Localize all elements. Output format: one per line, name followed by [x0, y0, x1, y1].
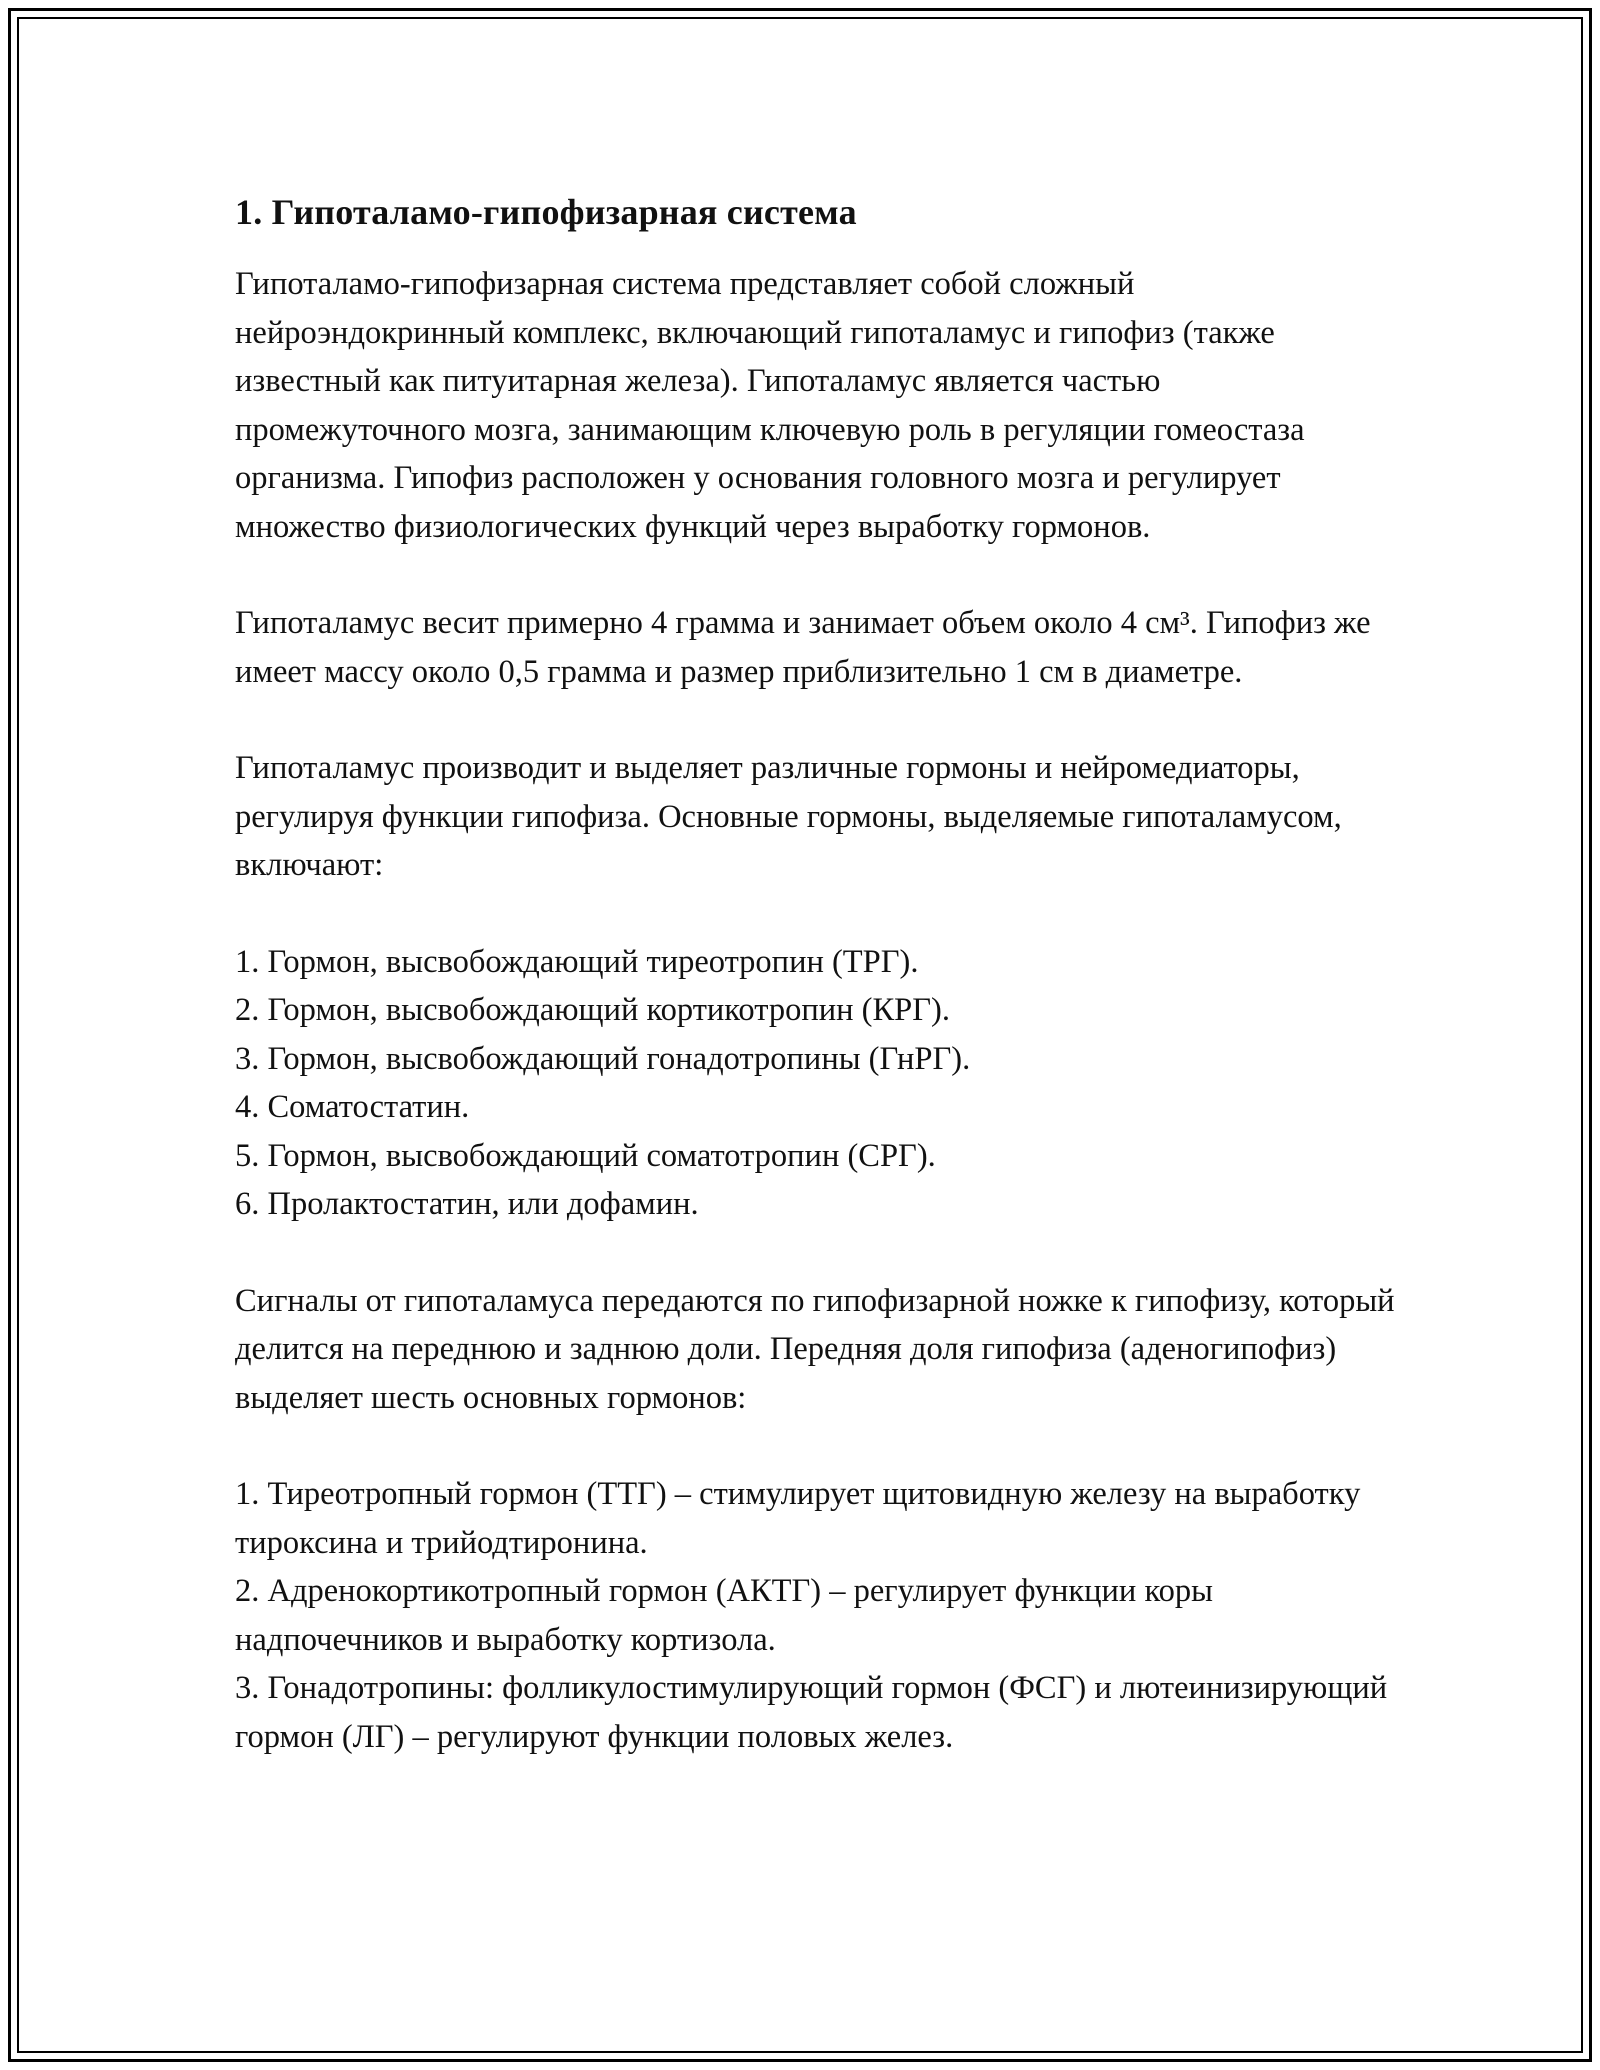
list-item: 2. Адренокортикотропный гормон (АКТГ) – регулирует функции коры надпочечников и выработку кортизола. [235, 1573, 1213, 1658]
list-item: 5. Гормон, высвобождающий соматотропин (СРГ). [235, 1137, 936, 1174]
list-item: 1. Гормон, высвобождающий тиреотропин (ТРГ). [235, 943, 919, 980]
size-paragraph: Гипоталамус весит примерно 4 грамма и занимает объем около 4 см³. Гипофиз же имеет массу около 0,5 грамма и размер приблизительно 1 см в диаметре. [235, 605, 1371, 690]
list-item: 2. Гормон, высвобождающий кортикотропин (КРГ). [235, 992, 950, 1028]
document-body [235, 184, 1395, 1809]
section-heading: 1. Гипоталамо-гипофизарная система [235, 192, 857, 232]
intro-paragraph: Гипоталамо-гипофизарная система представляет собой сложный нейроэндокринный комплекс, включающий гипоталамус и гипофиз (также известный как питуитарная железа). Гипоталамус является частью промежуточного мозга, занимающим ключевую роль в регуляции гомеостаза организма. Гипофиз расположен у основания головного мозга и регулирует множество физиологических функций через выработку гормонов. [235, 266, 1305, 545]
pituitary-paragraph: Сигналы от гипоталамуса передаются по гипофизарной ножке к гипофизу, который делится на переднюю и заднюю доли. Передняя доля гипофиза (аденогипофиз) выделяет шесть основных гормонов: [235, 1282, 1395, 1416]
list-item: 1. Тиреотропный гормон (ТТГ) – стимулирует щитовидную железу на выработку тироксина и трийодтиронина. [235, 1476, 1361, 1561]
list-item: 3. Гормон, высвобождающий гонадотропины (ГнРГ). [235, 1040, 971, 1077]
pituitary-hormones-list [235, 1470, 1395, 1761]
hypothalamus-hormones-list [235, 938, 1395, 1229]
list-item: 3. Гонадотропины: фолликулостимулирующий гормон (ФСГ) и лютеинизирующий гормон (ЛГ) – регулируют функции половых желез. [235, 1670, 1388, 1755]
hormones-intro-paragraph: Гипоталамус производит и выделяет различные гормоны и нейромедиаторы, регулируя функции гипофиза. Основные гормоны, выделяемые гипоталамусом, включают: [235, 750, 1342, 883]
list-item: 6. Пролактостатин, или дофамин. [235, 1186, 699, 1222]
list-item: 4. Соматостатин. [235, 1089, 470, 1125]
